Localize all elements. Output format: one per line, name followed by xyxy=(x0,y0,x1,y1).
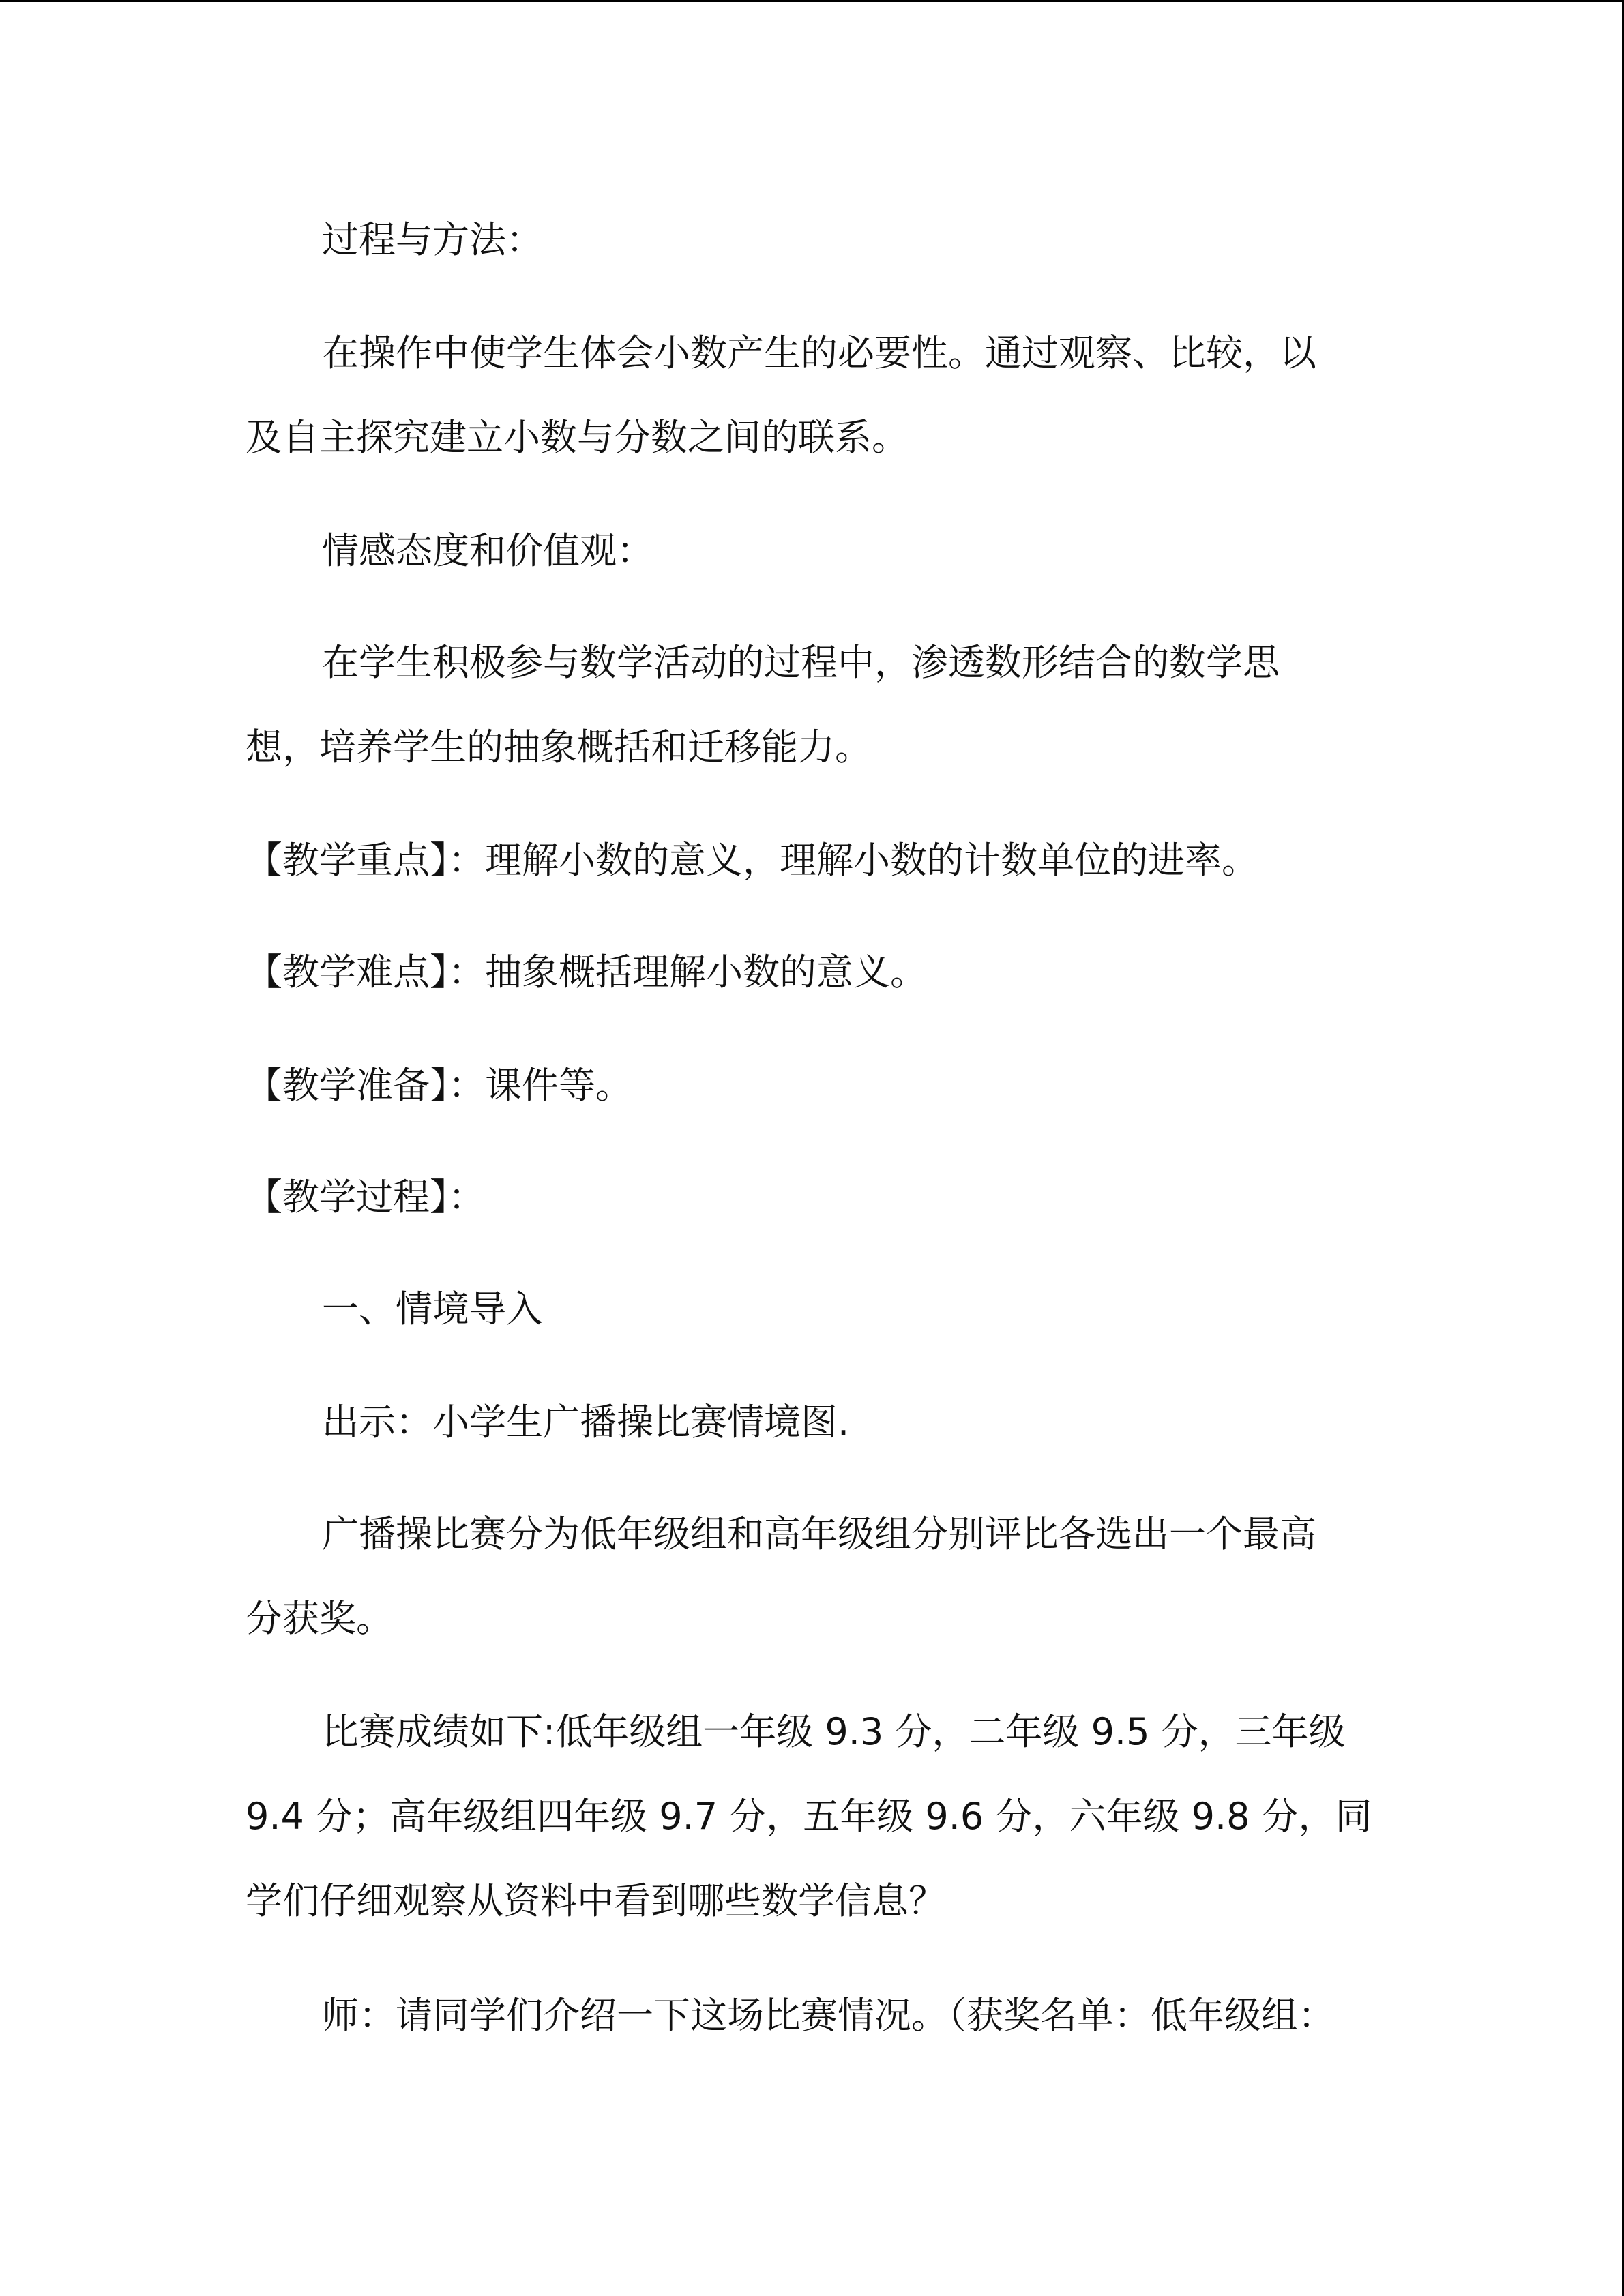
paragraph-show-picture: 出示：小学生广播操比赛情境图. xyxy=(322,1401,850,1444)
teaching-preparation: 【教学准备】：课件等。 xyxy=(246,1064,632,1107)
paragraph-competition-groups: 广播操比赛分为低年级组和高年级组分别评比各选出一个最高 分获奖。 xyxy=(246,1512,1316,1640)
paragraph-emotion-values: 在学生积极参与数学活动的过程中，渗透数形结合的数学思 想，培养学生的抽象概括和迁移能力。 xyxy=(246,641,1280,769)
heading-emotion-values: 情感态度和价值观： xyxy=(322,529,653,572)
section-situation-intro: 一、情境导入 xyxy=(322,1287,543,1330)
teaching-difficulties: 【教学难点】：抽象概括理解小数的意义。 xyxy=(246,951,927,994)
paragraph-teacher-prompt: 师：请同学们介绍一下这场比赛情况。（获奖名单：低年级组： xyxy=(322,1994,1335,2037)
page-top-border xyxy=(0,0,1624,2)
teaching-key-points: 【教学重点】：理解小数的意义，理解小数的计数单位的进率。 xyxy=(246,839,1258,882)
heading-process-method: 过程与方法： xyxy=(322,218,543,261)
paragraph-process-method: 在操作中使学生体会小数产生的必要性。通过观察、比较，以 及自主探究建立小数与分数之间的联系。 xyxy=(246,331,1316,459)
paragraph-competition-scores: 比赛成绩如下:低年级组一年级 9.3 分，二年级 9.5 分，三年级 9.4 分；高年级组四年级 9.7 分，五年级 9.6 分，六年级 9.8 分，同 学们仔细观察从资料中看到哪些数学信息？ xyxy=(246,1710,1372,1922)
teaching-process-heading: 【教学过程】： xyxy=(246,1176,485,1219)
